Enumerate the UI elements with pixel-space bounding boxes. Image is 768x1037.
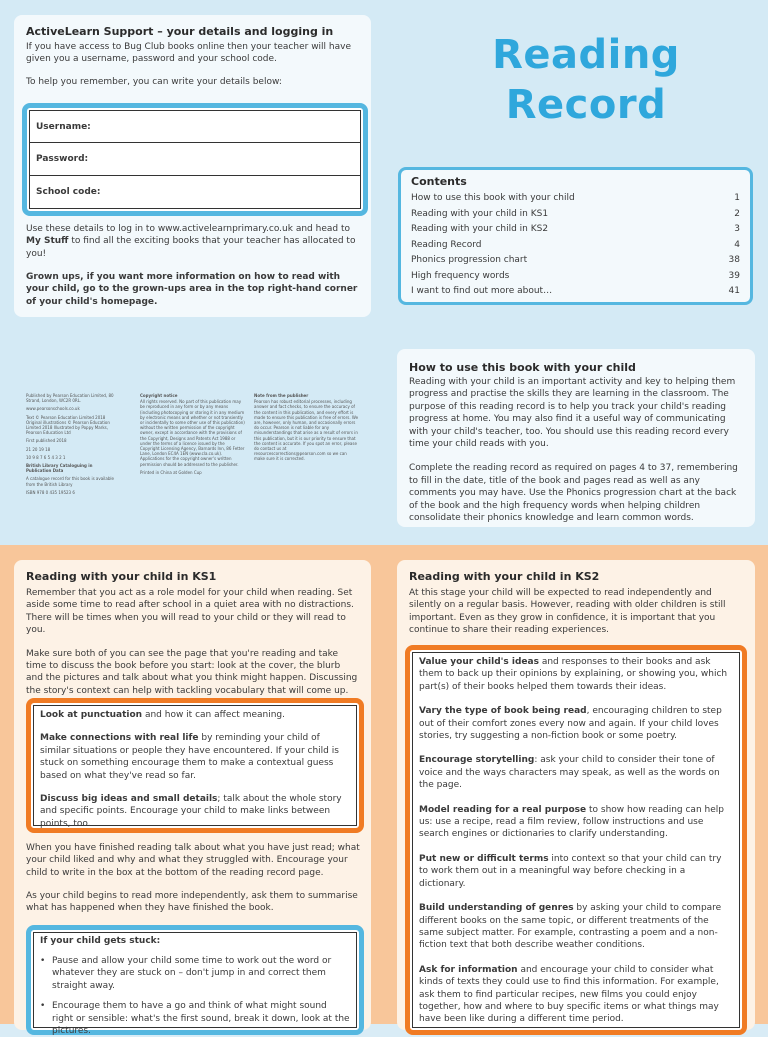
tip-bold: Discuss big ideas and small details <box>40 794 218 805</box>
ks1-paragraph: When you have finished reading talk about what you have just read; what your child liked and why and what they struggled with. Encourage your child to write in the box at the bottom of the reading record page. <box>26 843 360 878</box>
contents-heading: Contents <box>411 175 467 188</box>
ks1-tips-inner <box>33 705 357 829</box>
ks1-paragraph: Make sure both of you can see the page that you're reading and take time to discuss the book before you start: look at the cover, the blurb and the pictures and talk about what you think might happen. Discussing the story's context can help with tackling vocabulary that will come up. <box>26 648 358 696</box>
imprint-line: Text © Pearson Education Limited 2018 Original illustrations © Pearson Education Limited 2018 Illustrated by Poppy Marks, Pearson Education Ltd <box>26 414 110 436</box>
imprint-line: 10 9 8 7 6 5 4 3 2 1 <box>26 454 66 460</box>
title-line-1: Reading <box>492 32 680 78</box>
howto-paragraph: Complete the reading record as required on pages 4 to 37, remembering to fill in the date, title of the book and pages read as well as any comments you may have. Use the Phonics progression chart at the back of the book and the high frequency words when helping children consolidate their phonics knowledge and learn common words. <box>409 463 738 524</box>
login-details-box <box>22 103 368 216</box>
ks2-tips-box <box>405 645 747 1035</box>
tip-bold: Encourage storytelling <box>419 755 535 766</box>
tip-bold: Vary the type of book being read <box>419 706 587 717</box>
toc-row[interactable] <box>411 238 740 254</box>
howto-paragraph: Reading with your child is an important activity and key to helping them progress and practise the skills they are learning in the classroom. The purpose of this reading record is to help you track your child's reading progress at home. You may also find it a useful way of communicating with your child's teacher, too. You should use this reading record every time your child reads with you. <box>409 377 736 450</box>
login-text-a: Use these details to log in to www.activelearnprimary.co.uk and head to <box>26 224 350 234</box>
ks1-panel <box>14 560 371 1037</box>
ks2-tip <box>419 754 733 791</box>
login-instructions <box>26 223 361 260</box>
tip-bold: Model reading for a real purpose <box>419 804 587 815</box>
toc-row[interactable] <box>411 207 740 223</box>
bullet-text: Encourage them to have a go and think of what might sound right or sensible: what's the first sound, break it down, look at the pictures. <box>52 1001 350 1037</box>
toc-label: High frequency words <box>411 270 510 281</box>
ks2-panel <box>397 560 755 1030</box>
title-line-2: Record <box>505 82 667 128</box>
toc-label: Phonics progression chart <box>411 255 528 265</box>
tip-bold: Ask for information <box>419 964 518 975</box>
tip-bold: Make connections with real life <box>40 733 199 744</box>
imprint-panel <box>14 383 371 518</box>
how-to-use-panel <box>397 349 755 527</box>
tip-bold: Look at punctuation <box>40 710 143 720</box>
imprint-line: British Library Cataloguing in Publication Data <box>26 463 93 474</box>
ks2-tip <box>419 705 733 742</box>
toc-page: 38 <box>728 255 740 265</box>
ks1-tip <box>40 709 350 721</box>
support-heading: ActiveLearn Support – your details and logging in <box>26 25 334 38</box>
login-text-c: to find all the exciting books that your teacher has allocated to you! <box>26 236 356 259</box>
toc-label: How to use this book with your child <box>411 193 575 203</box>
login-details-table <box>29 110 361 209</box>
if-stuck-box <box>26 925 364 1035</box>
imprint-line: First published 2018 <box>26 438 67 444</box>
grownups-note: Grown ups, if you want more information on how to read with your child, go to the grown-ups area in the top right-hand corner of your child's homepage. <box>26 272 358 307</box>
bullet-dot-icon: • <box>40 1001 46 1012</box>
imprint-publisher-note-column <box>254 393 359 465</box>
ks1-tip <box>40 793 350 830</box>
ks2-tip <box>419 656 733 693</box>
ks1-paragraph: As your child begins to read more independently, ask them to summarise what has happened when they have finished the book. <box>26 891 358 914</box>
imprint-line: Pearson has robust editorial processes, including answer and fact checks, to ensure the accuracy of the content in this publication, and every effort is made to ensure this publication is free of errors. We are, however, only human, and occasionally errors do occur. Pearson is not liable for any misunderstandings that arise as a result of errors in this publication, but it is our priority to ensure that the content is accurate. If you spot an error, please do contact us at resourcescorrections@pearson.com so we can make sure it is corrected. <box>254 399 359 462</box>
toc-label: Reading Record <box>411 239 482 250</box>
tip-text: and how it can affect meaning. <box>142 710 285 720</box>
imprint-line: www.pearsonschools.co.uk <box>26 406 80 412</box>
bullet-text: Pause and allow your child some time to work out the word or whatever they are stuck on – don't jump in and correct them straight away. <box>52 956 332 991</box>
ks1-tip <box>40 732 350 782</box>
tip-text: by asking your child to compare different books on the same topic, or different treatments of the same subject matter. For example, contrasting a poem and a non-fiction text that both describe weather conditions. <box>419 903 722 951</box>
ks2-heading: Reading with your child in KS2 <box>409 570 600 583</box>
toc-label: I want to find out more about… <box>411 286 553 296</box>
imprint-copyright-column <box>140 393 245 478</box>
password-field[interactable]: Password: <box>30 143 360 175</box>
toc-row[interactable] <box>411 284 740 300</box>
support-intro: If you have access to Bug Club books online then your teacher will have given you a username, password and your school code. <box>26 42 351 65</box>
page-title <box>486 30 686 130</box>
copyright-heading: Copyright notice <box>140 393 178 398</box>
ks1-tips-box <box>26 698 364 833</box>
support-remember: To help you remember, you can write your details below: <box>26 76 282 87</box>
tip-text: and encourage your child to consider what kinds of texts they could use to find this information. For example, ask them to find particular recipes, new films you could enjoy together, how and where to buy specific items or what things may have been like during a different time period. <box>419 964 719 1025</box>
stuck-bullet <box>40 955 350 992</box>
tip-text: and responses to their books and ask them to back up their opinions by explaining, or showing you, which part(s) of their books helped them towards their ideas. <box>419 657 728 692</box>
tip-text: , encouraging children to step out of their comfort zones every now and again. If your child loves stories, try suggesting a non-fiction book or some poetry. <box>419 706 722 742</box>
toc-row[interactable] <box>411 253 740 269</box>
stuck-bullet <box>40 1000 350 1037</box>
ks2-tip <box>419 902 733 952</box>
activelearn-support-panel <box>14 15 371 317</box>
tip-text: by reminding your child of similar situations or people they have encountered. If your child is stuck on something encourage them to make a contextual guess based on what they've read so far. <box>40 733 339 781</box>
ks2-paragraph: At this stage your child will be expected to read independently and silently on a regular basis. However, reading with older children is still important. Even as they grow in confidence, it is important that you continue to share their reading experiences. <box>409 588 726 636</box>
imprint-line: 21 20 19 18 <box>26 446 51 452</box>
toc-page: 3 <box>734 224 740 234</box>
toc-row[interactable] <box>411 191 740 207</box>
imprint-line: ISBN 978 0 435 19523 6 <box>26 489 75 495</box>
tip-text: : ask your child to consider their tone of voice and the ways characters may speak, as well as the words on the page. <box>419 755 720 791</box>
tip-bold: Value your child's ideas <box>419 657 539 667</box>
tip-text: into context so that your child can try to work them out in a meaningful way before checking in a dictionary. <box>419 853 722 889</box>
ks2-tips-inner <box>412 652 740 1028</box>
imprint-line: A catalogue record for this book is available from the British Library <box>26 476 114 487</box>
imprint-line: Printed in China at Golden Cup <box>140 469 202 475</box>
if-stuck-inner <box>33 932 357 1037</box>
toc-page: 1 <box>734 193 740 203</box>
imprint-line: All rights reserved. No part of this publication may be reproduced in any form or by any means (including photocopying or storing it in any medium by electronic means and whether or not transiently or incidentally to some other use of this publication) without the written permission of the copyright owner, except in accordance with the provisions of the Copyright, Designs and Patents Act 1988 or under the terms of a licence issued by the Copyright Licensing Agency, Barnards Inn, 86 Fetter Lane, London EC4A 1EN (www.cla.co.uk). Applications for the copyright owner's written permission should be addressed to the publisher. <box>140 399 245 467</box>
imprint-publisher-column <box>26 393 116 498</box>
bullet-dot-icon: • <box>40 956 46 966</box>
toc-page: 41 <box>728 286 740 296</box>
my-stuff-label: My Stuff <box>26 236 69 247</box>
ks2-tip <box>419 804 733 841</box>
howto-heading: How to use this book with your child <box>409 361 636 374</box>
ks1-paragraph: Remember that you act as a role model for your child when reading. Set aside some time to read after school in a quiet area with no distractions. There will be times when you will read to your child or they will read to you. <box>26 588 354 636</box>
toc-page: 2 <box>734 208 740 219</box>
toc-label: Reading with your child in KS1 <box>411 208 549 219</box>
ks2-tip <box>419 964 733 1026</box>
ks2-tip <box>419 853 733 890</box>
school-code-field[interactable]: School code: <box>36 186 101 197</box>
username-field[interactable]: Username: <box>30 111 360 143</box>
publisher-note-heading: Note from the publisher <box>254 393 309 398</box>
if-stuck-heading: If your child gets stuck: <box>40 936 161 946</box>
imprint-line: Published by Pearson Education Limited, 80 Strand, London, WC2R 0RL. <box>26 393 114 404</box>
contents-panel <box>398 167 753 305</box>
toc-row[interactable] <box>411 269 740 285</box>
tip-bold: Build understanding of genres <box>419 903 574 914</box>
toc-page: 4 <box>734 239 740 250</box>
toc-label: Reading with your child in KS2 <box>411 224 549 234</box>
toc-row[interactable] <box>411 222 740 238</box>
tip-text: ; talk about the whole story and specific points. Encourage your child to make links between points, too. <box>40 794 342 829</box>
tip-text: to show how reading can help us: use a recipe, read a film review, follow instructions and use search engines or dictionaries to clarify understanding. <box>419 804 724 840</box>
tip-bold: Put new or difficult terms <box>419 853 549 864</box>
toc-page: 39 <box>728 270 740 281</box>
ks1-heading: Reading with your child in KS1 <box>26 570 217 583</box>
